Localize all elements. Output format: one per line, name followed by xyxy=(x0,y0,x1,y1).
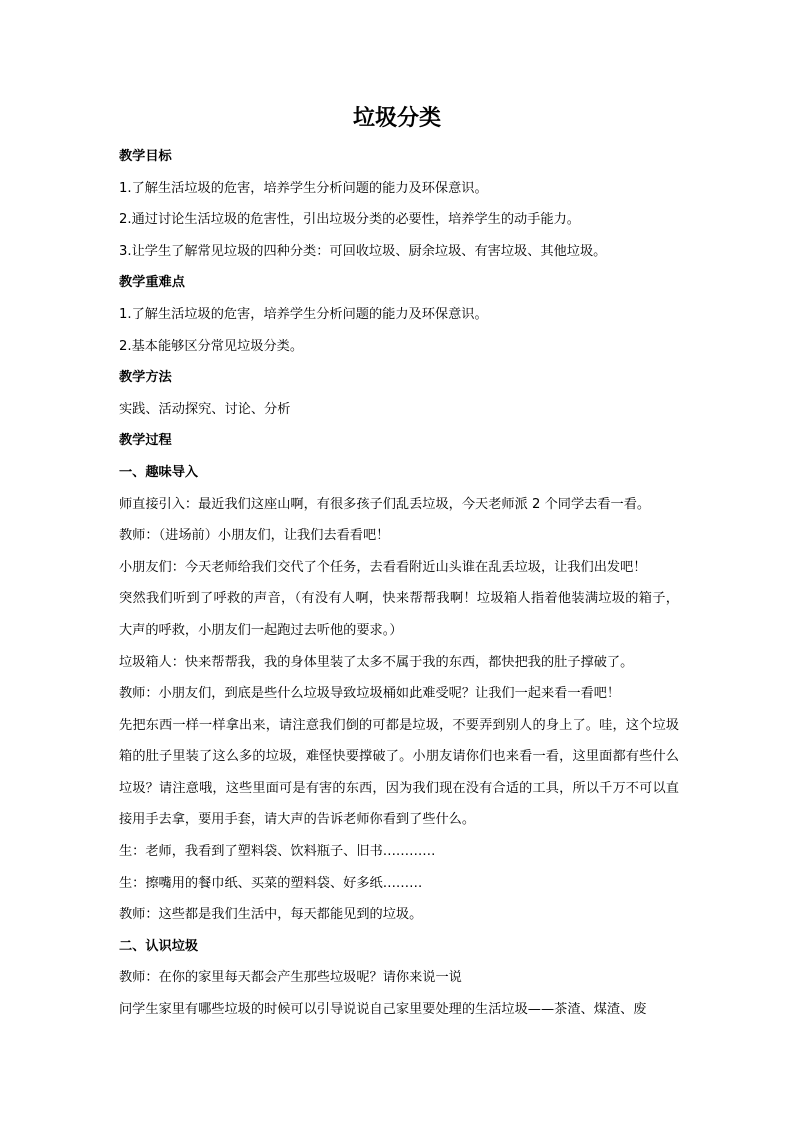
section-heading: 教学过程 xyxy=(119,433,172,449)
text-line: 师直接引入：最近我们这座山啊，有很多孩子们乱丢垃圾，今天老师派 2 个同学去看一看。 xyxy=(119,496,651,512)
text-line: 2.通过讨论生活垃圾的危害性，引出垃圾分类的必要性，培养学生的动手能力。 xyxy=(119,212,580,228)
section-heading: 教学目标 xyxy=(119,149,172,164)
text-line: 教师：（进场前）小朋友们，让我们去看看吧！ xyxy=(119,528,390,544)
paragraph: 突然我们听到了呼救的声音，（有没有人啊，快来帮帮我啊！垃圾箱人指着他装满垃圾的箱子，大声的呼救，小朋友们一起跑过去听他的要求。） xyxy=(119,591,679,638)
text-line: 教师：小朋友们，到底是些什么垃圾导致垃圾桶如此难受呢？让我们一起来看一看吧！ xyxy=(119,686,621,702)
text-line: 教师：在你的家里每天都会产生那些垃圾呢？请你来说一说 xyxy=(119,970,462,986)
text-line: 3.让学生了解常见垃圾的四种分类：可回收垃圾、厨余垃圾、有害垃圾、其他垃圾。 xyxy=(119,243,607,259)
text-line: 2.基本能够区分常见垃圾分类。 xyxy=(119,338,304,354)
text-line: 1.了解生活垃圾的危害，培养学生分析问题的能力及环保意识。 xyxy=(119,180,488,196)
section-heading: 二、认识垃圾 xyxy=(119,938,199,954)
section-heading: 一、趣味导入 xyxy=(119,464,199,480)
paragraph: 先把东西一样一样拿出来，请注意我们倒的可都是垃圾，不要弄到别人的身上了。哇，这个垃圾箱的肚子里装了这么多的垃圾，难怪快要撑破了。小朋友请你们也来看一看，这里面都有些什么垃圾？请注意哦，这些里面可是有害的东西，因为我们现在没有合适的工具，所以千万不可以直接用手去拿，要用手套，请大声的告诉老师你看到了些什么。 xyxy=(119,717,679,828)
document-body xyxy=(119,141,679,1026)
text-line: 生：老师，我看到了塑料袋、饮料瓶子、旧书………… xyxy=(119,844,436,860)
text-line: 小朋友们：今天老师给我们交代了个任务，去看看附近山头谁在乱丢垃圾，让我们出发吧！ xyxy=(119,559,647,575)
text-line: 实践、活动探究、讨论、分析 xyxy=(119,401,291,417)
text-line: 1.了解生活垃圾的危害，培养学生分析问题的能力及环保意识。 xyxy=(119,306,488,322)
text-line: 生：擦嘴用的餐巾纸、买菜的塑料袋、好多纸……… xyxy=(119,875,423,891)
section-heading: 教学重难点 xyxy=(119,275,185,291)
text-line: 问学生家里有哪些垃圾的时候可以引导说说自己家里要处理的生活垃圾——茶渣、煤渣、废 xyxy=(119,1002,647,1018)
text-line: 垃圾箱人：快来帮帮我，我的身体里装了太多不属于我的东西，都快把我的肚子撑破了。 xyxy=(119,654,634,670)
section-heading: 教学方法 xyxy=(119,370,172,386)
text-line: 教师：这些都是我们生活中，每天都能见到的垃圾。 xyxy=(119,907,423,923)
page-title: 垃圾分类 xyxy=(352,106,441,131)
